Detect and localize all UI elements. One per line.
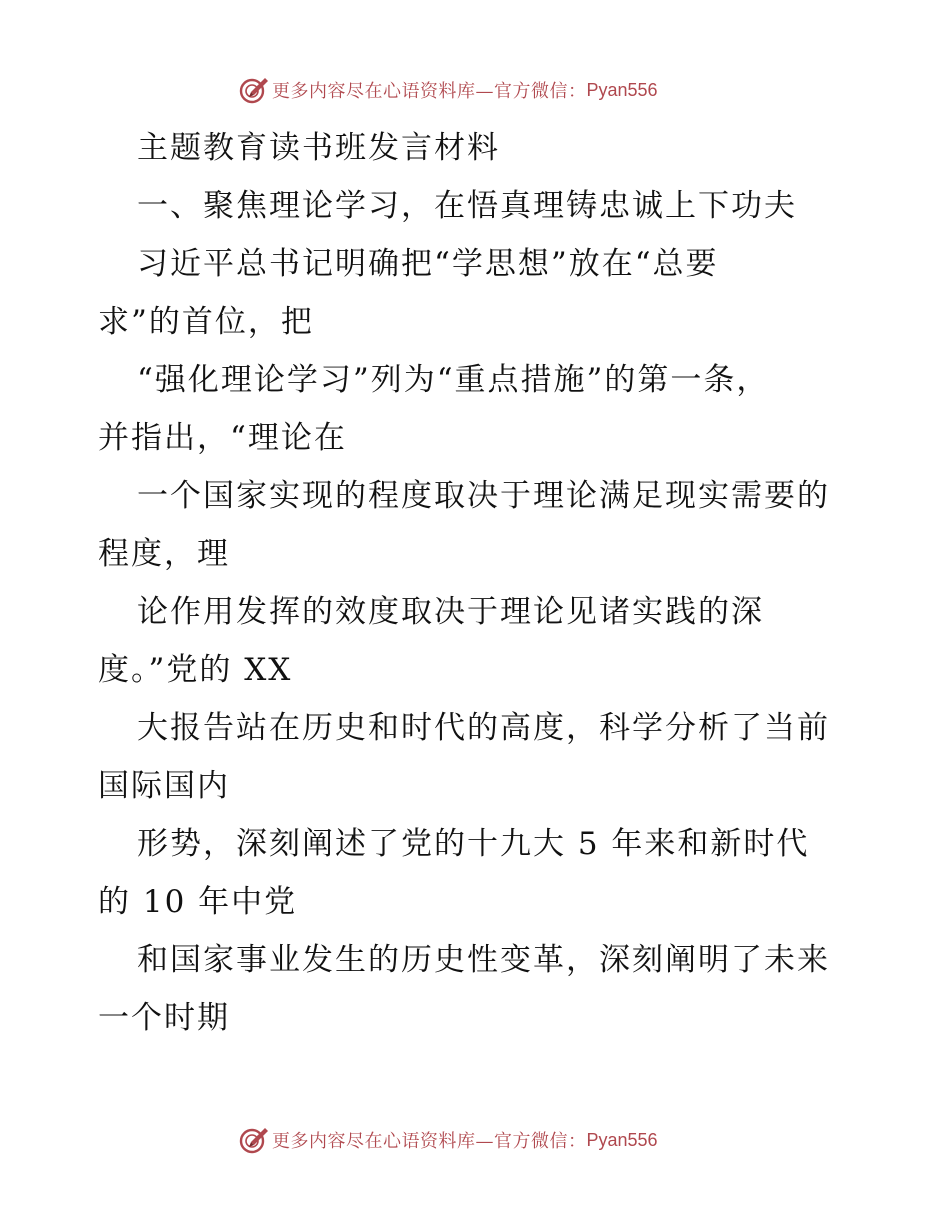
section-heading: 一、聚焦理论学习，在悟真理铸忠诚上下功夫 [137,188,797,224]
text-line: 形势，深刻阐述了党的十九大 5 年来和新时代 [137,826,810,862]
text-line: 一个时期 [98,1000,230,1036]
pen-circle-logo-icon [238,1124,270,1156]
banner-contact: Pyan556 [586,79,658,100]
banner-text: 更多内容尽在心语资料库—官方微信： [272,1131,587,1152]
text-line: 一个国家实现的程度取决于理论满足现实需要的 [137,478,830,514]
text-line: 的 10 年中党 [98,884,298,920]
text-line: 度。”党的 XX [98,652,293,688]
text-line: 大报告站在历史和时代的高度，科学分析了当前 [137,710,830,746]
text-line: 论作用发挥的效度取决于理论见诸实践的深 [137,594,764,630]
text-line: 和国家事业发生的历史性变革，深刻阐明了未来 [137,942,830,978]
text-line: “强化理论学习”列为“重点措施”的第一条， [137,362,770,398]
text-line: 并指出，“理论在 [98,420,347,456]
pen-circle-logo-icon [238,74,270,106]
footer-banner [238,1122,658,1158]
banner-text: 更多内容尽在心语资料库—官方微信： [272,81,587,102]
banner-contact: Pyan556 [586,1129,658,1150]
document-title: 主题教育读书班发言材料 [137,130,500,166]
text-line: 程度，理 [98,536,230,572]
text-line: 求”的首位，把 [98,304,314,340]
header-banner [238,72,658,108]
text-line: 国际国内 [98,768,230,804]
text-line: 习近平总书记明确把“学思想”放在“总要 [137,246,719,282]
